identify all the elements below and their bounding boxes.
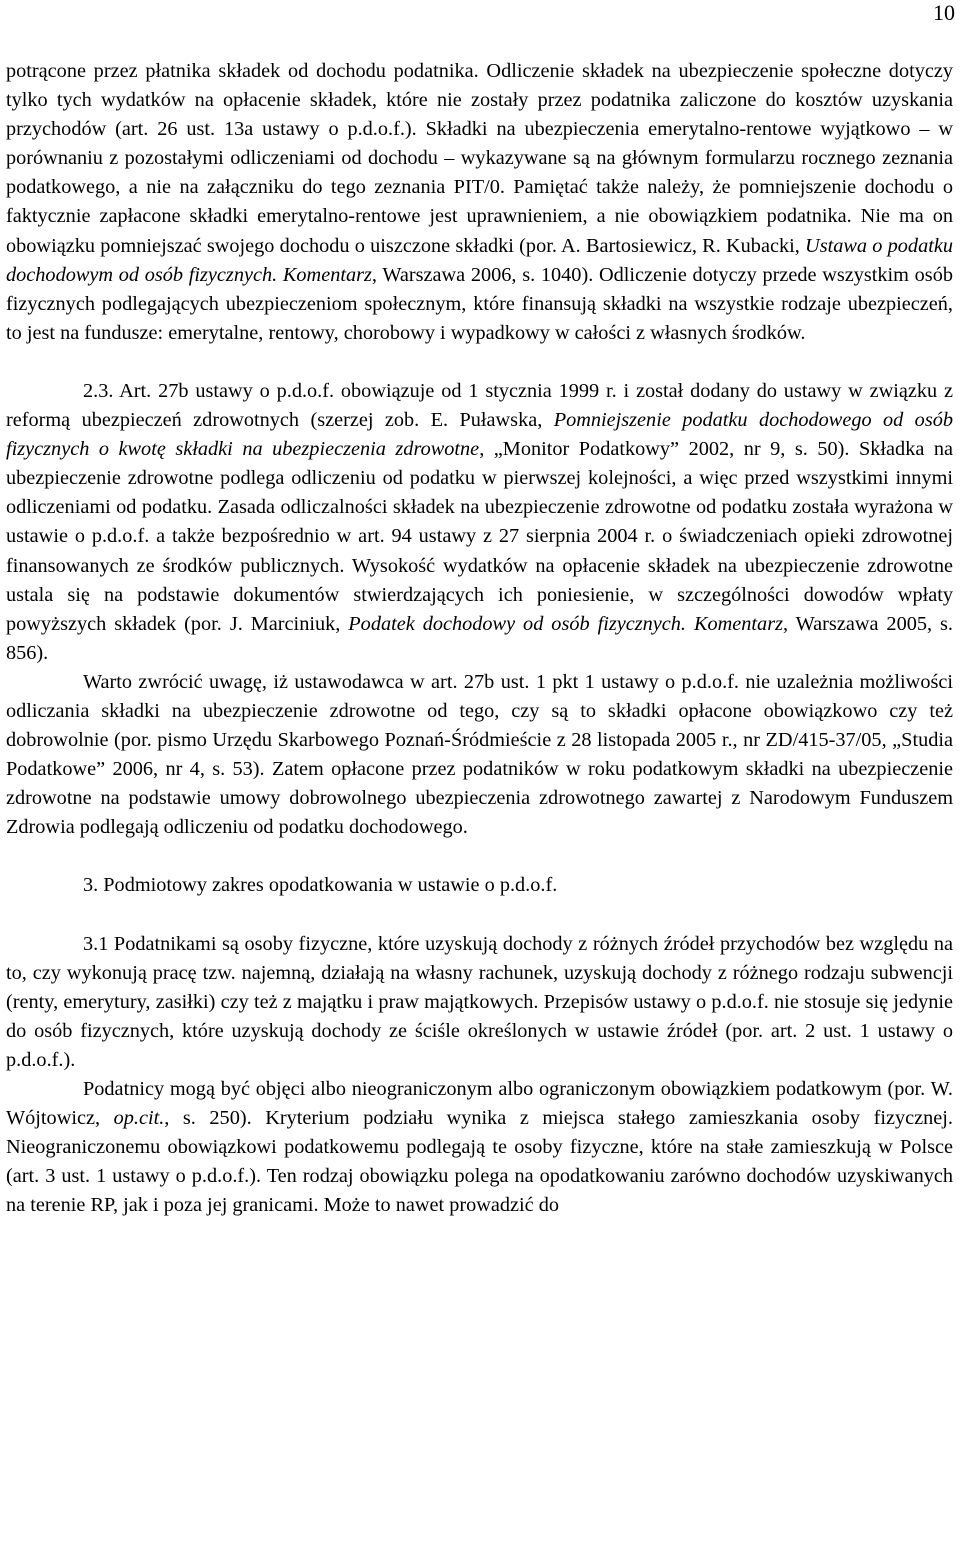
section-heading: 3. Podmiotowy zakres opodatkowania w ustawie o p.d.o.f. xyxy=(83,874,558,897)
paragraph-1-text-a: potrącone przez płatnika składek od dochodu podatnika. Odliczenie składek na ubezpieczenie społeczne dotyczy tylko tych wydatków na opłacenie składek, które nie zostały przez podatnika zaliczone do kosztów uzyskania przychodów (art. 26 ust. 13a ustawy o p.d.o.f.). Składki na ubezpieczenia emerytalno-rentowe wyjątkowo – w porównaniu z pozostałymi odliczeniami od dochodu – wykazywane są na głównym formularzu rocznego zeznania podatkowego, a nie na załączniku do tego zeznania PIT/0. Pamiętać także należy, że pomniejszenie dochodu o faktycznie zapłacone składki emerytalno-rentowe jest uprawnieniem, a nie obowiązkiem podatnika. Nie ma on obowiązku pomniejszać swojego dochodu o uiszczone składki (por. A. Bartosiewicz, R. Kubacki, xyxy=(6,60,953,257)
document-body xyxy=(6,57,953,1220)
paragraph-1 xyxy=(6,57,953,348)
page-number: 10 xyxy=(933,0,955,25)
paragraph-5-citation: op.cit. xyxy=(113,1107,165,1130)
paragraph-2 xyxy=(6,377,953,668)
paragraph-3: Warto zwrócić uwagę, iż ustawodawca w art. 27b ust. 1 pkt 1 ustawy o p.d.o.f. nie uzależnia możliwości odliczania składki na ubezpieczenie zdrowotne od tego, czy są to składki opłacone obowiązkowo czy też dobrowolnie (por. pismo Urzędu Skarbowego Poznań-Śródmieście z 28 listopada 2005 r., nr ZD/415-37/05, „Studia Podatkowe” 2006, nr 4, s. 53). Zatem opłacone przez podatników w roku podatkowym składki na ubezpieczenie zdrowotne na podstawie umowy dobrowolnego ubezpieczenia zdrowotnego zawartej z Narodowym Funduszem Zdrowia podlegają odliczeniu od podatku dochodowego. xyxy=(6,670,953,839)
paragraph-1-citation-title: Ustawa o podatku dochodowym od osób fizycznych. Komentarz xyxy=(6,234,953,286)
paragraph-2-text-a: 2.3. Art. 27b ustawy o p.d.o.f. obowiązuje od 1 stycznia 1999 r. i został dodany do ustawy w związku z reformą ubezpieczeń zdrowotnych (szerzej zob. E. Puławska, xyxy=(6,379,953,432)
paragraph-5 xyxy=(6,1075,953,1220)
paragraph-2-citation-title-1: Pomniejszenie podatku dochodowego od osób fizycznych o kwotę składki na ubezpieczenia zdrowotne xyxy=(6,409,953,461)
paragraph-2-text-e: , Warszawa 2005, s. 856). xyxy=(6,612,953,664)
paragraph-5-text-c: , s. 250). Kryterium podziału wynika z miejsca stałego zamieszkania osoby fizycznej. Nieograniczonemu obowiązkowi podatkowemu podlegają te osoby fizyczne, które na stałe zamieszkują w Polsce (art. 3 ust. 1 ustawy o p.d.o.f.). Ten rodzaj obowiązku polega na opodatkowaniu zarówno dochodów uzyskiwanych na terenie RP, jak i poza jej granicami. Może to nawet prowadzić do xyxy=(6,1107,953,1217)
paragraph-2-text-c: , „Monitor Podatkowy” 2002, nr 9, s. 50). Składka na ubezpieczenie zdrowotne podlega odliczeniu od podatku w pierwszej kolejności, a więc przed wszystkimi innymi odliczeniami od podatku. Zasada odliczalności składek na ubezpieczenie zdrowotne od podatku została wyrażona w ustawie o p.d.o.f. a także bezpośrednio w art. 94 ustawy z 27 sierpnia 2004 r. o świadczeniach opieki zdrowotnej finansowanych ze środków publicznych. Wysokość wydatków na opłacenie składek na ubezpieczenie zdrowotne ustala się na podstawie dokumentów stwierdzających ich poniesienie, w szczególności dowodów wpłaty powyższych składek (por. J. Marciniuk, xyxy=(6,438,953,635)
paragraph-2-citation-title-2: Podatek dochodowy od osób fizycznych. Komentarz xyxy=(348,612,783,635)
paragraph-4: 3.1 Podatnikami są osoby fizyczne, które uzyskują dochody z różnych źródeł przychodów bez względu na to, czy wykonują pracę tzw. najemną, działają na własny rachunek, uzyskują dochody z różnego rodzaju subwencji (renty, emerytury, zasiłki) czy też z majątku i praw majątkowych. Przepisów ustawy o p.d.o.f. nie stosuje się jedynie do osób fizycznych, które uzyskują dochody ze ściśle określonych w ustawie źródeł (por. art. 2 ust. 1 ustawy o p.d.o.f.). xyxy=(6,932,953,1071)
paragraph-5-text-a: Podatnicy mogą być objęci albo nieograniczonym albo ograniczonym obowiązkiem podatkowym (por. W. Wójtowicz, xyxy=(6,1078,953,1130)
paragraph-1-text-c: , Warszawa 2006, s. 1040). Odliczenie dotyczy przede wszystkim osób fizycznych podlegających ubezpieczeniom społecznym, które finansują składki na wszystkie rodzaje ubezpieczeń, to jest na fundusze: emerytalne, rentowy, chorobowy i wypadkowy w całości z własnych środków. xyxy=(6,263,953,344)
